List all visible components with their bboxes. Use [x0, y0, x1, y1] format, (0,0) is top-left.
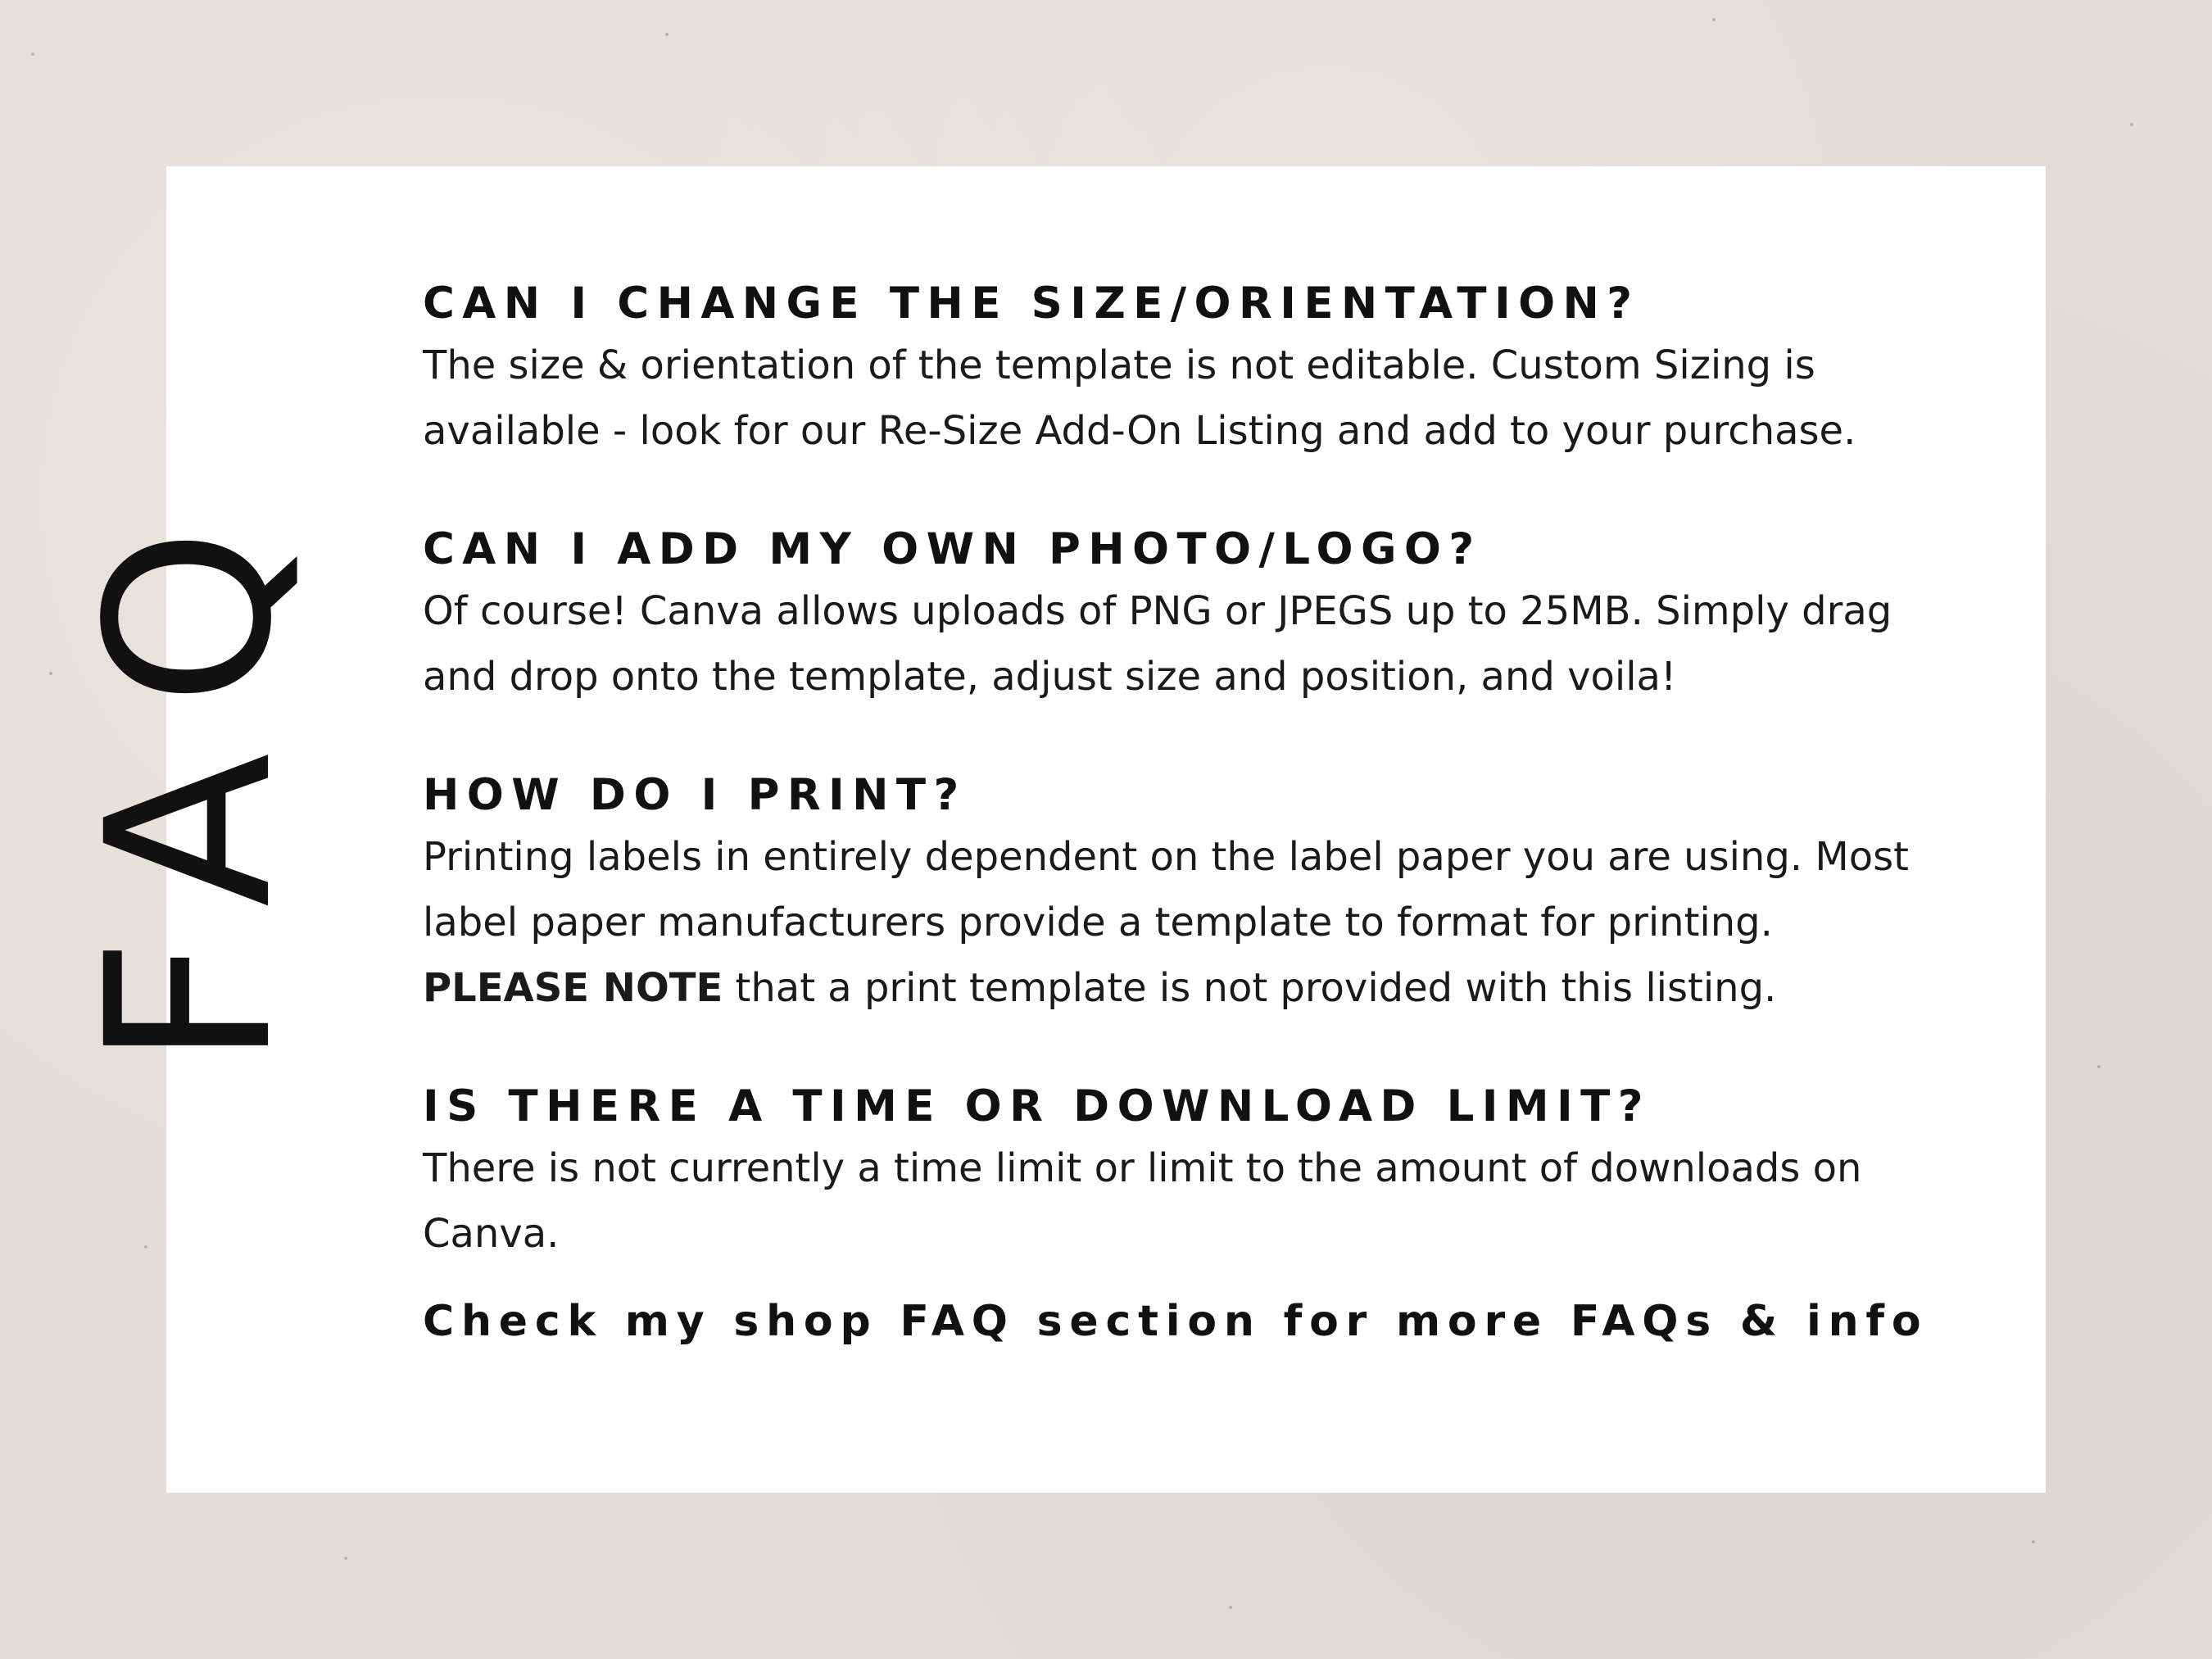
faq-item	[423, 1078, 1979, 1267]
paper-speck	[665, 33, 669, 36]
please-note-label: PLEASE NOTE	[423, 965, 723, 1011]
faq-answer-line: Canva.	[423, 1211, 560, 1257]
paper-speck	[31, 52, 34, 56]
faq-question: CAN I ADD MY OWN PHOTO/LOGO?	[423, 524, 1482, 574]
faq-answer-line: label paper manufacturers provide a template to format for printing.	[423, 900, 1773, 945]
faq-item	[423, 275, 1979, 464]
shop-faq-footer: Check my shop FAQ section for more FAQs & info	[423, 1297, 1929, 1346]
paper-speck	[2097, 1065, 2101, 1068]
paper-speck	[1712, 18, 1716, 21]
faq-answer-line: The size & orientation of the template is not editable. Custom Sizing is	[423, 342, 1815, 388]
faq-answer-line: and drop onto the template, adjust size and position, and voila!	[423, 654, 1677, 700]
faq-content	[423, 275, 1979, 1350]
paper-speck	[49, 672, 52, 675]
paper-speck	[2032, 1540, 2035, 1543]
faq-item	[423, 767, 1979, 1021]
faq-item	[423, 521, 1979, 709]
faq-answer-line: Printing labels in entirely dependent on the label paper you are using. Most	[423, 834, 1909, 880]
paper-speck	[144, 1245, 147, 1249]
faq-answer-line: Of course! Canva allows uploads of PNG or JPEGS up to 25MB. Simply drag	[423, 588, 1892, 634]
faq-answer-line: available - look for our Re-Size Add-On Listing and add to your purchase.	[423, 408, 1856, 454]
paper-speck	[2130, 123, 2133, 126]
faq-answer	[423, 1135, 1979, 1267]
paper-speck	[1229, 1606, 1232, 1609]
faq-side-title: FAQ	[59, 477, 322, 1067]
faq-question: CAN I CHANGE THE SIZE/ORIENTATION?	[423, 279, 1640, 329]
faq-answer	[423, 578, 1979, 709]
faq-question: HOW DO I PRINT?	[423, 770, 967, 820]
faq-answer-note	[423, 955, 1979, 1021]
please-note-text: that a print template is not provided with this listing.	[723, 965, 1777, 1011]
faq-answer	[423, 333, 1979, 464]
paper-speck	[344, 1557, 347, 1560]
faq-question: IS THERE A TIME OR DOWNLOAD LIMIT?	[423, 1081, 1651, 1131]
faq-answer-line: There is not currently a time limit or limit to the amount of downloads on	[423, 1145, 1862, 1191]
faq-answer	[423, 824, 1979, 1021]
